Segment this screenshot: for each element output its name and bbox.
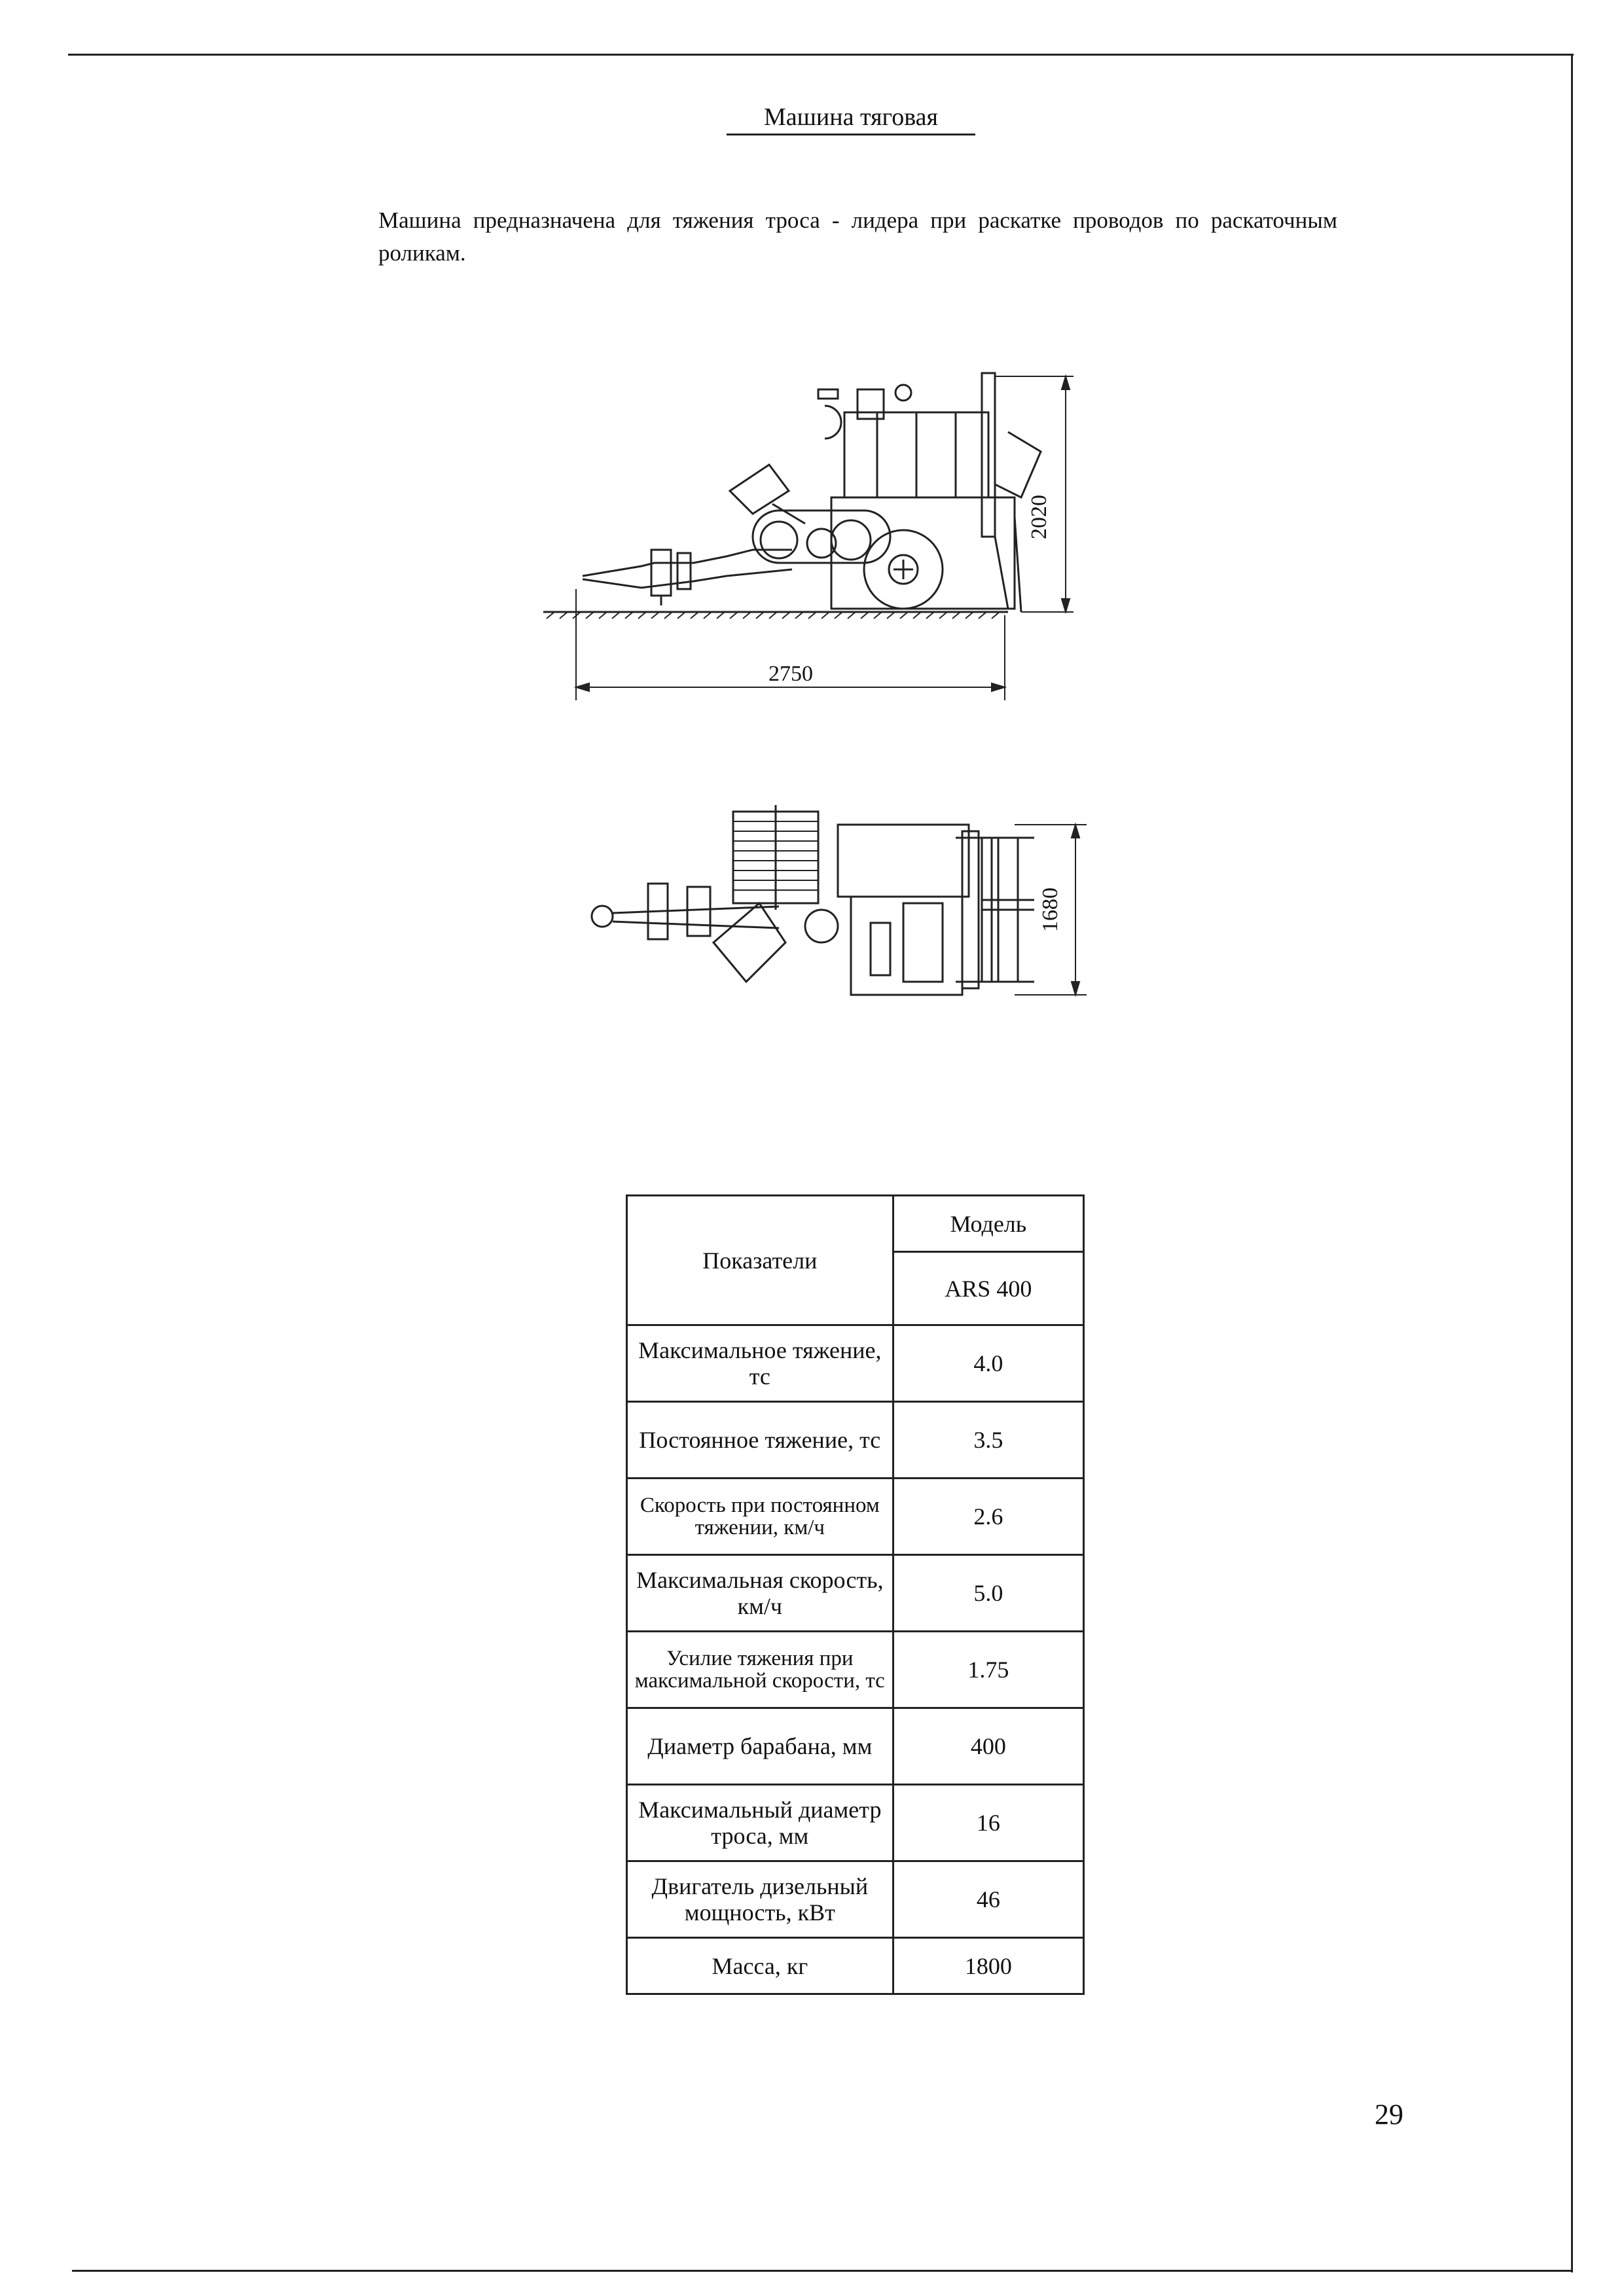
row-value: 4.0	[893, 1325, 1083, 1402]
dimension-width: 1680	[1038, 888, 1062, 932]
row-label: Максимальная скорость, км/ч	[627, 1555, 893, 1632]
page-number: 29	[1375, 2098, 1403, 2130]
table-row	[627, 1402, 1084, 1479]
side-view-drawing	[511, 353, 1100, 707]
row-value: 2.6	[893, 1479, 1083, 1555]
top-view-drawing	[563, 785, 1100, 1034]
intro-paragraph: Машина предназначена для тяжения троса - лидера при раскатке проводов по раскаточным роликам.	[378, 207, 1337, 266]
row-value: 3.5	[893, 1402, 1083, 1479]
row-label: Диаметр барабана, мм	[627, 1708, 893, 1785]
row-label: Двигатель дизельный мощность, кВт	[627, 1861, 893, 1938]
row-label: Усилие тяжения при максимальной скорости, тс	[627, 1632, 893, 1708]
dimension-height: 2020	[1027, 495, 1051, 539]
row-value: 46	[893, 1861, 1083, 1938]
table-row	[627, 1632, 1084, 1708]
row-value: 1800	[893, 1938, 1083, 1994]
table-row	[627, 1938, 1084, 1994]
page-title: Машина тяговая	[727, 102, 975, 135]
row-value: 1.75	[893, 1632, 1083, 1708]
row-label: Максимальный диаметр троса, мм	[627, 1785, 893, 1861]
spec-table	[626, 1194, 1085, 1995]
header-model: Модель	[893, 1196, 1083, 1252]
table-row	[627, 1555, 1084, 1632]
table-row	[627, 1708, 1084, 1785]
row-value: 16	[893, 1785, 1083, 1861]
row-label: Постоянное тяжение, тс	[627, 1402, 893, 1479]
header-params: Показатели	[627, 1196, 893, 1325]
dimension-length: 2750	[768, 662, 813, 686]
row-label: Скорость при постоянном тяжении, км/ч	[627, 1479, 893, 1555]
table-row	[627, 1479, 1084, 1555]
table-row	[627, 1325, 1084, 1402]
row-label: Масса, кг	[627, 1938, 893, 1994]
row-label: Максимальное тяжение, тс	[627, 1325, 893, 1402]
row-value: 400	[893, 1708, 1083, 1785]
model-name: ARS 400	[893, 1252, 1083, 1325]
table-row	[627, 1861, 1084, 1938]
page-frame-top	[68, 54, 1574, 56]
row-value: 5.0	[893, 1555, 1083, 1632]
page-frame-right	[1571, 54, 1573, 2272]
table-row	[627, 1785, 1084, 1861]
page-frame-bottom	[72, 2270, 1573, 2272]
